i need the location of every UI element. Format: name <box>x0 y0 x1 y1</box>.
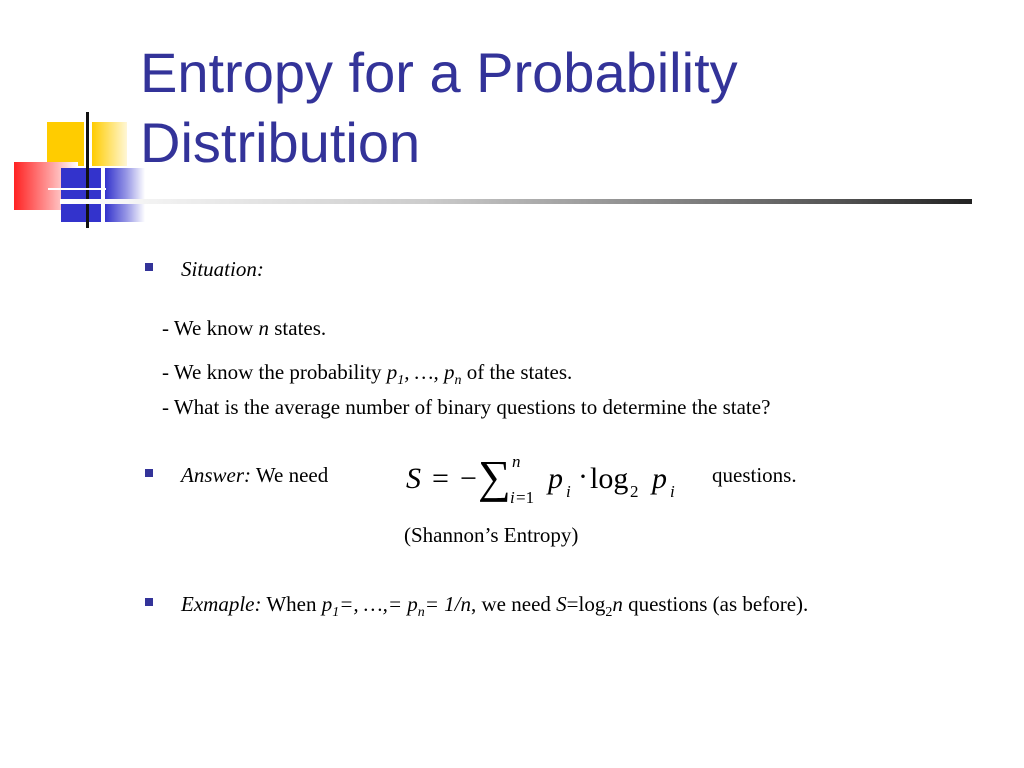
situation-line-1-pre: - We know <box>162 316 259 340</box>
answer-text: We need <box>251 463 329 487</box>
situation-label: Situation: <box>181 257 264 281</box>
var-n: n <box>612 592 623 616</box>
formula-p: p <box>548 462 563 495</box>
formula-dot: · <box>578 460 588 493</box>
bullet-situation <box>145 263 153 271</box>
example-text: =, …,= <box>339 592 408 616</box>
slide-title <box>140 38 1000 178</box>
slide-title-line1: Entropy for a Probability <box>140 41 738 104</box>
formula-S: S <box>406 462 421 495</box>
formula-sum-lower-i: i <box>510 488 515 507</box>
var-p: p <box>407 592 418 616</box>
formula-sum-lower-eq: =1 <box>516 488 535 507</box>
situation-line-1-post: states. <box>269 316 327 340</box>
formula-p: p <box>652 462 667 495</box>
example-text: , we need <box>471 592 557 616</box>
situation-line-2-pre: - We know the probability <box>162 360 387 384</box>
decor-yellow-square <box>47 122 84 166</box>
formula-log-base: 2 <box>630 482 639 501</box>
answer-after: questions. <box>712 463 797 487</box>
title-underline <box>60 199 972 204</box>
example-text: When <box>261 592 322 616</box>
formula-sum-upper: n <box>512 452 521 471</box>
example-label: Exmaple: <box>181 592 262 616</box>
decor-blue-square <box>61 168 101 222</box>
bullet-example <box>145 598 153 606</box>
subscript-1: 1 <box>397 373 405 389</box>
var-p: p <box>386 360 398 384</box>
subscript-2: 2 <box>605 605 613 621</box>
example-text: =log <box>566 592 606 616</box>
formula-sub-i: i <box>566 482 571 501</box>
formula-equals: = <box>432 462 449 495</box>
formula-log: log <box>590 462 629 495</box>
answer-label: Answer: <box>181 463 251 487</box>
bullet-answer <box>145 469 153 477</box>
shannon-caption: (Shannon’s Entropy) <box>404 523 579 547</box>
decor-yellow-gradient-square <box>92 122 127 166</box>
decor-vertical-line <box>86 112 89 228</box>
var-p: p <box>443 360 455 384</box>
subscript-1: 1 <box>332 605 340 621</box>
decor-blue-gradient-square <box>105 168 145 222</box>
example-text: = 1/n <box>424 592 472 616</box>
situation-line-2-post: of the states. <box>461 360 573 384</box>
var-n: n <box>258 316 269 340</box>
situation-line-3: - What is the average number of binary questions to determine the state? <box>162 395 771 419</box>
example-line <box>181 591 808 626</box>
decor-horizontal-line <box>48 188 106 190</box>
ellipsis: , …, <box>404 360 444 384</box>
situation-line-2 <box>162 359 572 394</box>
answer-line <box>181 462 328 488</box>
formula-sub-i: i <box>670 482 675 501</box>
var-p: p <box>321 592 333 616</box>
subscript-n: n <box>454 373 462 389</box>
slide-title-line2: Distribution <box>140 111 421 174</box>
example-text: questions (as before). <box>622 592 809 616</box>
formula-minus: − <box>460 462 477 495</box>
situation-line-1 <box>162 315 326 341</box>
formula-sum-symbol: ∑ <box>478 451 511 502</box>
var-S: S <box>556 592 567 616</box>
subscript-n: n <box>417 605 425 621</box>
